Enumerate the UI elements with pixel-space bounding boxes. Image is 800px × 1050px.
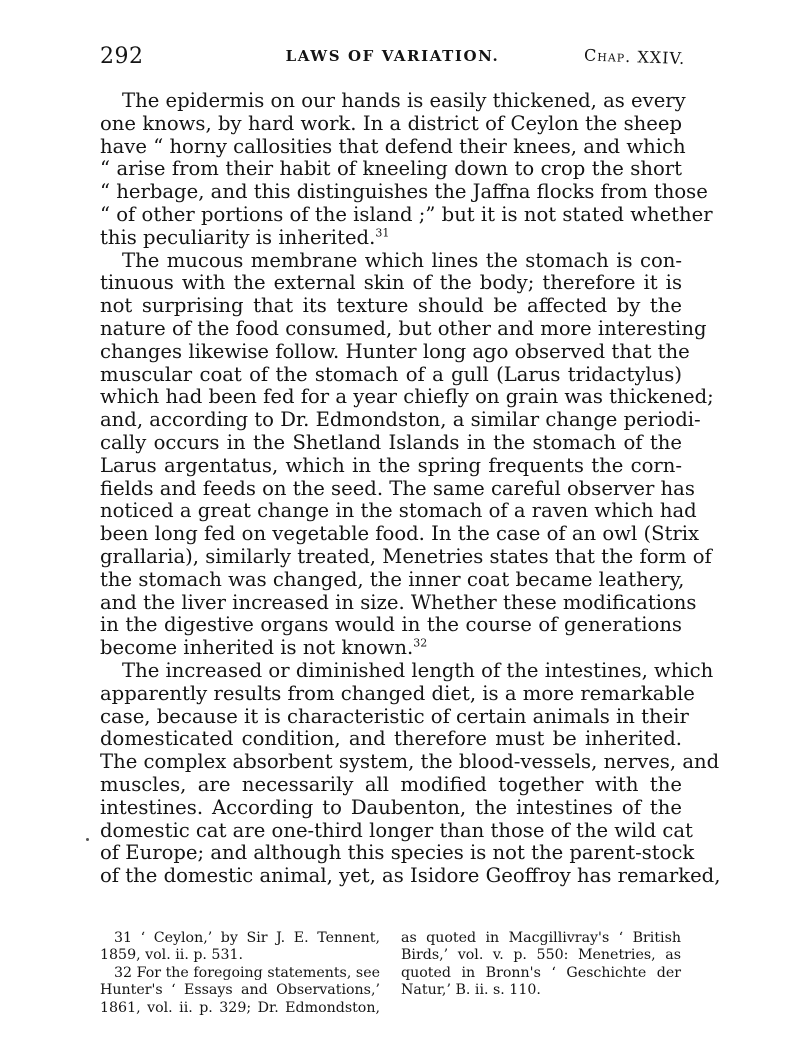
page-number: 292 [100,44,144,69]
text-line: Larus argentatus, which in the spring frequents the corn- [100,453,682,477]
footnote-line: Hunter's ‘ Essays and Observations,’ [100,982,380,999]
text-line: changes likewise follow. Hunter long ago observed that the [100,339,690,363]
text-line: of the domestic animal, yet, as Isidore Geoffroy has remarked, [100,864,721,888]
body-text [100,89,721,888]
text-line: cally occurs in the Shetland Islands in the stomach of the [100,430,682,454]
footnote-line: Natur,’ B. ii. s. 110. [401,982,541,999]
text-line: The mucous membrane which lines the stomach is con- [122,248,682,272]
footnote-line: Birds,’ vol. v. p. 550: Menetries, as [401,947,681,964]
print-speck [86,838,89,841]
text-line: of Europe; and although this species is not the parent-stock [100,841,695,865]
footnote-line: 1859, vol. ii. p. 531. [100,947,244,964]
text-line: and, according to Dr. Edmondston, a similar change periodi- [100,408,701,432]
text-line: tinuous with the external skin of the body; therefore it is [100,271,682,295]
text-line: noticed a great change in the stomach of a raven which had [100,499,697,523]
text-line: muscular coat of the stomach of a gull (Larus tridactylus) [100,362,682,386]
text-line: one knows, by hard work. In a district of Ceylon the sheep [100,111,682,135]
text-line: apparently results from changed diet, is a more remarkable [100,681,695,705]
text-line-content: become inherited is not known. [100,636,414,660]
text-line: nature of the food consumed, but other and more interesting [100,316,707,340]
text-line: the stomach was changed, the inner coat became leathery, [100,567,685,591]
text-line: and the liver increased in size. Whether these modifications [100,590,697,614]
text-line: which had been fed for a year chiefly on grain was thickened; [100,385,714,409]
text-line: domestic cat are one-third longer than those of the wild cat [100,818,693,842]
footnote-line: quoted in Bronn's ‘ Geschichte der [401,964,681,981]
text-line [100,227,682,250]
text-line: domesticated condition, and therefore must be inherited. [100,727,682,751]
text-line: The increased or diminished length of the intestines, which [122,658,714,682]
footnote-line: 1861, vol. ii. p. 329; Dr. Edmondston, [100,999,380,1016]
text-line: “ herbage, and this distinguishes the Jaffna flocks from those [100,180,708,204]
text-line: “ of other portions of the island ;” but it is not stated whether [100,202,713,226]
text-line [100,637,682,660]
text-line: muscles, are necessarily all modified together with the [100,772,682,796]
text-line: intestines. According to Daubenton, the intestines of the [100,795,682,819]
text-line: been long fed on vegetable food. In the case of an owl (Strix [100,522,700,546]
text-line: “ arise from their habit of kneeling down to crop the short [100,157,682,181]
text-line: have “ horny callosities that defend their knees, and which [100,134,686,158]
text-line: in the digestive organs would in the course of generations [100,613,682,637]
text-line-content: this peculiarity is inherited. [100,225,376,249]
text-line: The epidermis on our hands is easily thickened, as every [122,89,686,112]
running-header [100,44,685,78]
footnote-line: as quoted in Macgillivray's ‘ British [401,930,681,946]
footnote-column-left [100,930,380,1017]
text-line: case, because it is characteristic of certain animals in their [100,704,689,728]
chapter-reference: Chap. XXIV. [583,45,686,68]
text-line: fields and feeds on the seed. The same careful observer has [100,476,695,500]
footnote-line: 32 For the foregoing statements, see [114,964,380,981]
footnote-line: 31 ‘ Ceylon,’ by Sir J. E. Tennent, [114,930,380,946]
footnote-column-right [401,930,681,1000]
running-title: LAWS OF VARIATION. [285,47,500,65]
footnote-ref-31[interactable]: 31 [375,226,390,240]
footnote-ref-32[interactable]: 32 [413,636,428,650]
text-line: not surprising that its texture should be affected by the [100,294,682,318]
text-line: The complex absorbent system, the blood-vessels, nerves, and [100,750,720,774]
text-line: grallaria), similarly treated, Menetries states that the form of [100,544,712,568]
